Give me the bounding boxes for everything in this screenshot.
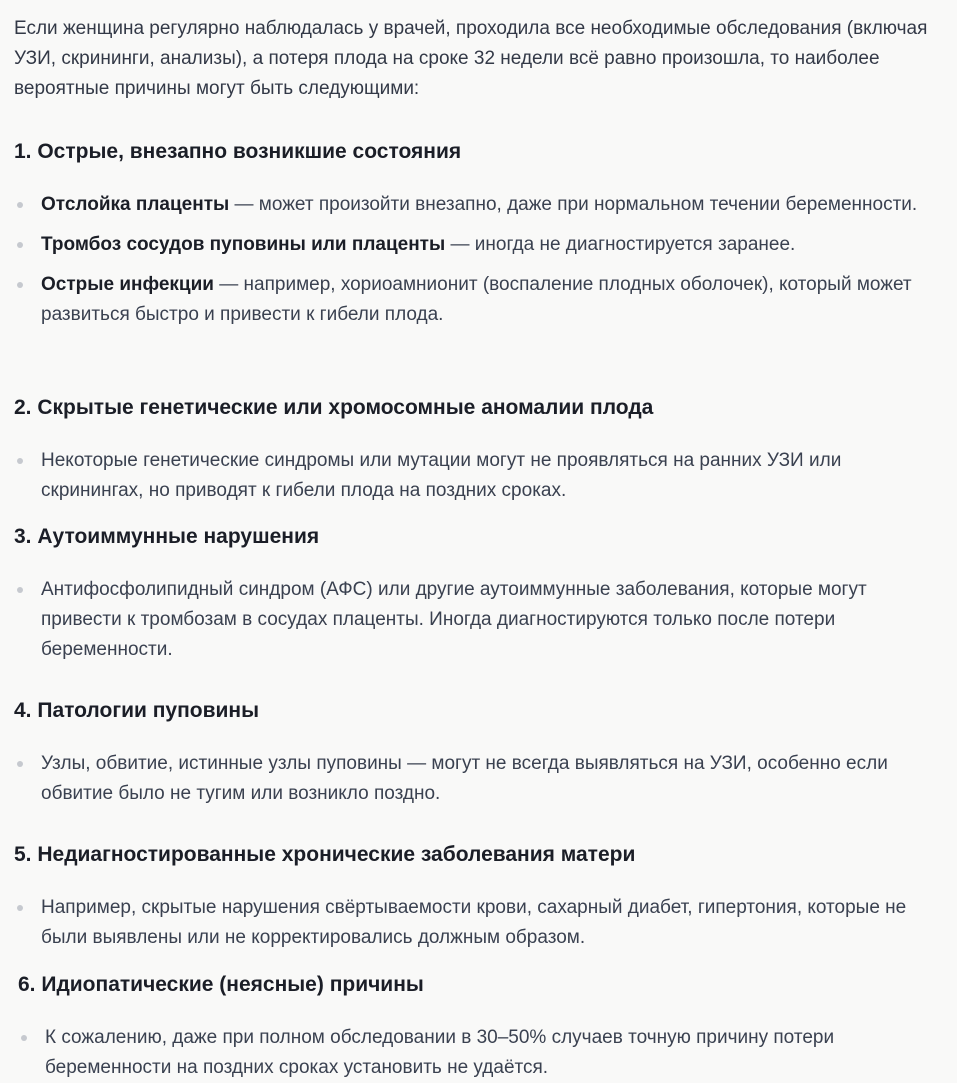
list-item-text: — может произойти внезапно, даже при нормальном течении беременности. [229,194,918,215]
list-item-text: — например, хориоамнионит (воспаление плодных оболочек), который может развиться быстро и привести к гибели плода. [41,274,912,325]
section-chronic-diseases [14,841,944,953]
section-heading: 3. Аутоиммунные нарушения [14,525,320,548]
bullet-dot-icon [17,242,23,248]
bullet-dot-icon [17,587,23,593]
list-item [14,270,944,330]
bullet-dot-icon [21,1035,27,1041]
response-content [14,14,944,1078]
list-item-bold: Тромбоз сосудов пуповины или плаценты [41,234,446,255]
section-heading: 5. Недиагностированные хронические заболевания матери [14,843,636,866]
bullet-list [14,749,944,809]
bullet-list [14,446,944,506]
section-autoimmune [14,523,944,665]
bullet-dot-icon [17,202,23,208]
list-item [14,230,944,260]
list-item-text: Узлы, обвитие, истинные узлы пуповины — могут не всегда выявляться на УЗИ, особенно если обвитие было не тугим или возникло поздно. [41,753,888,804]
section-heading: 1. Острые, внезапно возникшие состояния [14,140,462,163]
list-item-text: Например, скрытые нарушения свёртываемости крови, сахарный диабет, гипертония, которые не были выявлены или не корректировались должным образом. [41,897,907,948]
bullet-dot-icon [17,905,23,911]
bullet-dot-icon [17,458,23,464]
section-idiopathic [18,971,948,1083]
list-item [18,1023,948,1083]
list-item-text: К сожалению, даже при полном обследовании в 30–50% случаев точную причину потери беременности на поздних сроках установить не удаётся. [45,1027,835,1078]
bullet-list [14,575,944,665]
section-heading: 6. Идиопатические (неясные) причины [18,973,424,996]
section-heading: 2. Скрытые генетические или хромосомные аномалии плода [14,396,654,419]
list-item [14,749,944,809]
bullet-list [14,893,944,953]
section-acute-conditions [14,138,944,330]
intro-paragraph: Если женщина регулярно наблюдалась у врачей, проходила все необходимые обследования (включая УЗИ, скрининги, анализы), а потеря плода на сроке 32 недели всё равно произошла, то наиболее вероятные причины могут быть следующими: [14,18,928,99]
list-item-bold: Острые инфекции [41,274,214,295]
list-item [14,190,944,220]
list-item-bold: Отслойка плаценты [41,194,230,215]
bullet-list [14,190,944,330]
list-item-text: Некоторые генетические синдромы или мутации могут не проявляться на ранних УЗИ или скринингах, но приводят к гибели плода на поздних сроках. [41,450,842,501]
bullet-list [18,1023,948,1083]
section-genetic-anomalies [14,394,944,506]
section-umbilical-cord [14,697,944,809]
section-heading: 4. Патологии пуповины [14,699,260,722]
list-item [14,446,944,506]
list-item [14,893,944,953]
bullet-dot-icon [17,282,23,288]
bullet-dot-icon [17,761,23,767]
list-item-text: Антифосфолипидный синдром (АФС) или другие аутоиммунные заболевания, которые могут привести к тромбозам в сосудах плаценты. Иногда диагностируются только после потери беременности. [41,579,867,660]
list-item-text: — иногда не диагностируется заранее. [445,234,796,255]
list-item [14,575,944,665]
